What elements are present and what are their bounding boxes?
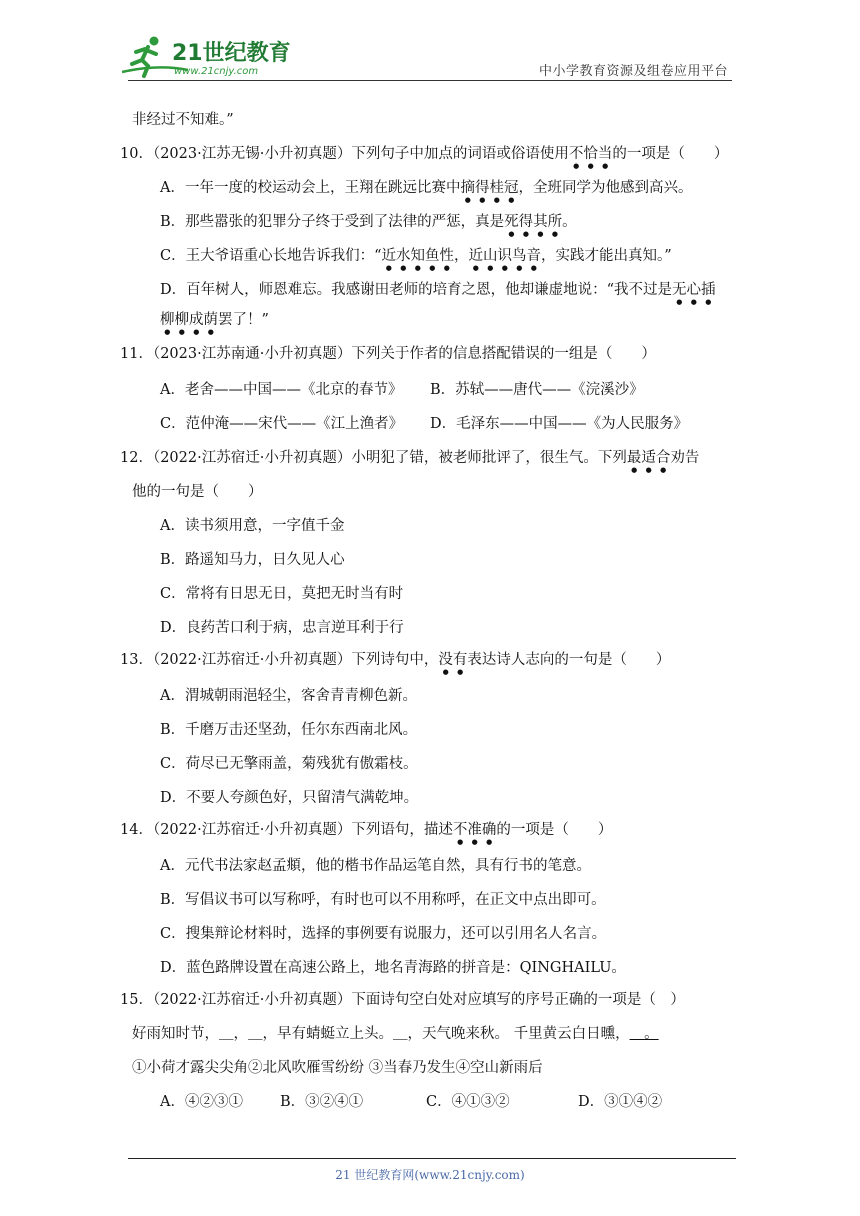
question-15-option-d: D．③①④② xyxy=(578,1094,663,1110)
question-12-stem-cont: 他的一句是（ ） xyxy=(132,484,263,500)
question-12-option-b: B．路遥知马力，日久见人心 xyxy=(160,552,345,568)
question-14-stem: 14．（2022·江苏宿迁·小升初真题）下列语句，描述不准确的一项是（ ） xyxy=(120,822,613,838)
footer-divider xyxy=(128,1158,736,1159)
question-11-stem: 11．（2023·江苏南通·小升初真题）下列关于作者的信息搭配错误的一组是（ ） xyxy=(120,346,656,362)
question-10-stem: 10．（2023·江苏无锡·小升初真题）下列句子中加点的词语或俗语使用不恰当的一项是（ ） xyxy=(120,146,729,162)
question-12-option-d: D．良药苦口利于病，忠言逆耳利于行 xyxy=(160,620,404,636)
question-10-option-b: B．那些嚣张的犯罪分子终于受到了法律的严惩，真是死得其所。 xyxy=(160,214,577,230)
question-15-stem: 15．（2022·江苏宿迁·小升初真题）下面诗句空白处对应填写的序号正确的一项是（ ） xyxy=(120,992,685,1008)
question-13-option-a: A．渭城朝雨浥轻尘，客舍青青柳色新。 xyxy=(160,688,417,704)
header-divider xyxy=(128,80,732,81)
question-15-option-c: C．④①③② xyxy=(426,1094,510,1110)
question-13-stem: 13．（2022·江苏宿迁·小升初真题）下列诗句中，没有表达诗人志向的一句是（ ） xyxy=(120,652,671,668)
question-12-option-c: C．常将有日思无日，莫把无时当有时 xyxy=(160,586,404,602)
question-15-option-b: B．③②④① xyxy=(280,1094,364,1110)
question-13-option-b: B．千磨万击还坚劲，任尔东西南北风。 xyxy=(160,722,418,738)
question-14-option-a: A．元代书法家赵孟頫，他的楷书作品运笔自然，具有行书的笔意。 xyxy=(160,858,591,874)
question-15-poem: 好雨知时节，＿，＿，早有蜻蜓立上头。＿，天气晚来秋。 千里黄云白日曛，＿。 xyxy=(132,1026,659,1042)
logo-url: www.21cnjy.com xyxy=(174,66,259,77)
site-logo xyxy=(118,34,298,80)
question-11-option-d: D．毛泽东——中国——《为人民服务》 xyxy=(430,416,689,432)
question-14-option-b: B．写倡议书可以写称呼，有时也可以不用称呼，在正文中点出即可。 xyxy=(160,892,606,908)
question-12-option-a: A．读书须用意，一字值千金 xyxy=(160,518,345,534)
site-title: 中小学教育资源及组卷应用平台 xyxy=(538,64,728,79)
question-11-option-a: A．老舍——中国——《北京的春节》 xyxy=(160,382,403,398)
question-14-option-c: C．搜集辩论材料时，选择的事例要有说服力，还可以引用名人名言。 xyxy=(160,926,607,942)
question-13-option-c: C．荷尽已无擎雨盖，菊残犹有傲霜枝。 xyxy=(160,756,418,772)
question-15-option-a: A．④②③① xyxy=(160,1094,243,1110)
question-11-option-b: B．苏轼——唐代——《浣溪沙》 xyxy=(430,382,644,398)
logo-text: 21世纪教育 xyxy=(172,41,291,66)
question-15-items: ①小荷才露尖尖角②北风吹雁雪纷纷 ③当春乃发生④空山新雨后 xyxy=(132,1060,543,1076)
question-14-option-d: D．蓝色路牌设置在高速公路上，地名青海路的拼音是：QINGHAILU。 xyxy=(160,960,626,976)
question-10-option-d: D．百年树人，师恩难忘。我感谢田老师的培育之恩，他却谦虚地说：“我不过是无心插 xyxy=(160,282,716,298)
question-13-option-d: D．不要人夸颜色好，只留清气满乾坤。 xyxy=(160,790,419,806)
question-11-option-c: C．范仲淹——宋代——《江上渔者》 xyxy=(160,416,404,432)
question-10-option-a: A．一年一度的校运动会上，王翔在跳远比赛中摘得桂冠，全班同学为他感到高兴。 xyxy=(160,180,693,196)
page-header xyxy=(0,0,860,90)
previous-question-tail: 非经过不知难。” xyxy=(132,112,234,128)
question-10-option-d-cont: 柳柳成荫罢了！” xyxy=(160,312,269,328)
question-12-stem: 12．（2022·江苏宿迁·小升初真题）小明犯了错，被老师批评了，很生气。下列最适合劝告 xyxy=(120,450,700,466)
question-10-option-c: C．王大爷语重心长地告诉我们：“近水知鱼性，近山识鸟音，实践才能出真知。” xyxy=(160,248,672,264)
footer-text: 21 世纪教育网(www.21cnjy.com) xyxy=(335,1168,525,1182)
